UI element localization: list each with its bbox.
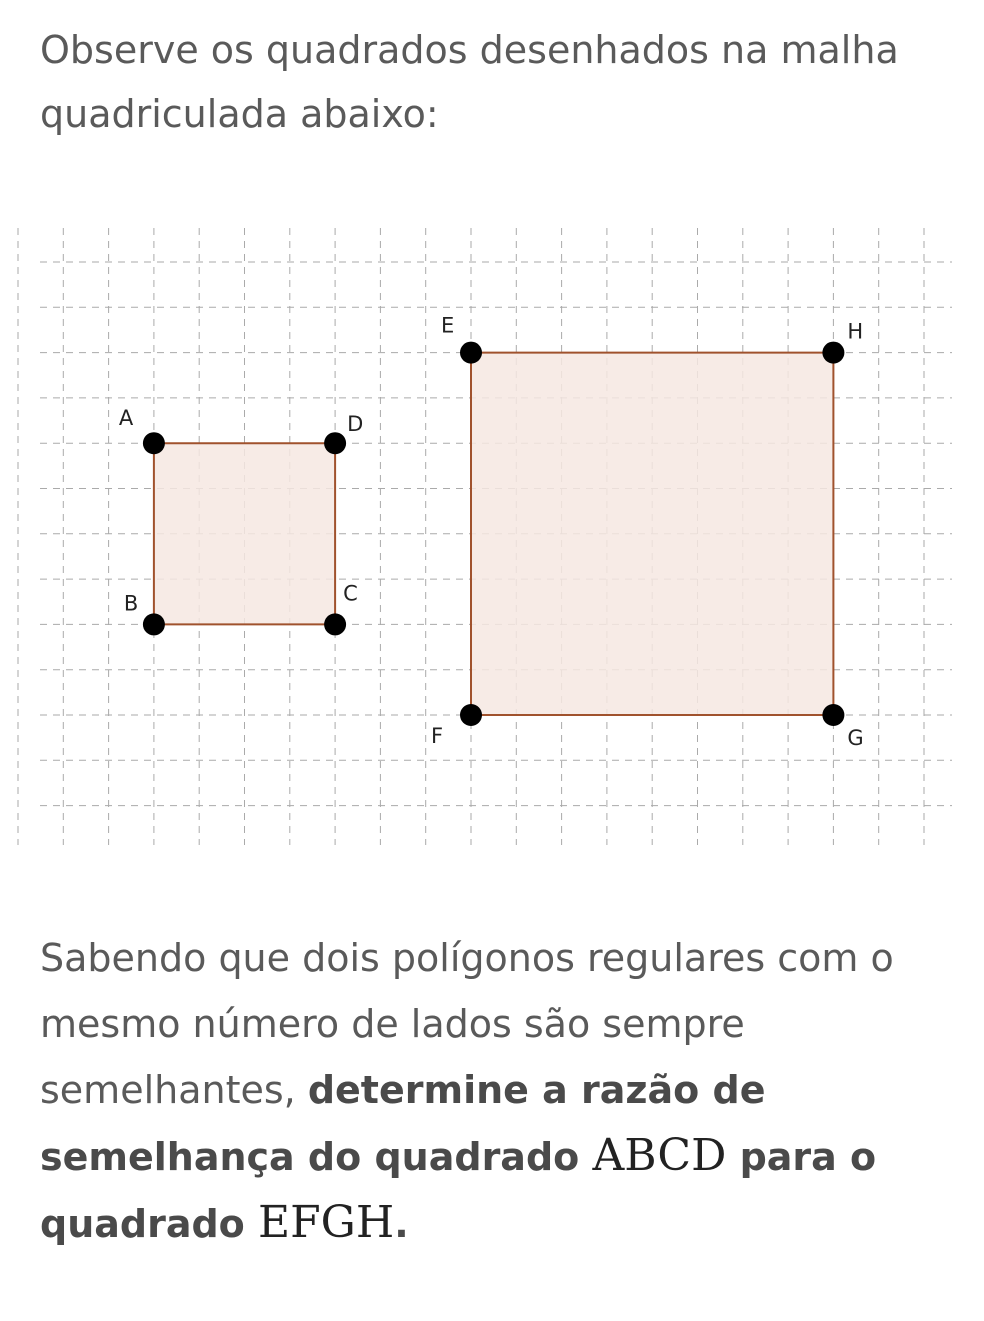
- square-abcd-name: ABCD: [592, 1130, 727, 1181]
- point-label-e: E: [441, 313, 455, 338]
- intro-text: Observe os quadrados desenhados na malha quadriculada abaixo:: [40, 28, 899, 136]
- question-part2: determine a razão de semelhança do quadrado: [40, 1068, 766, 1179]
- point-label-b: B: [123, 591, 139, 616]
- point-label-c: C: [343, 581, 358, 606]
- point-g: [822, 704, 844, 726]
- point-label-g: G: [847, 726, 864, 750]
- point-c: [324, 613, 346, 635]
- point-label-d: D: [347, 412, 364, 437]
- point-label-f: F: [431, 724, 444, 748]
- question-part4: .: [394, 1202, 409, 1246]
- question-part3: para o quadrado: [40, 1135, 877, 1246]
- point-e: [460, 342, 482, 364]
- point-h: [822, 342, 844, 364]
- square-efgh-shape: [471, 353, 833, 715]
- squares-layer: [119, 314, 864, 750]
- grid-diagram: [0, 220, 984, 860]
- point-f: [460, 704, 482, 726]
- square-efgh-name: EFGH: [258, 1197, 395, 1248]
- square-efgh: [431, 314, 864, 750]
- point-label-h: H: [847, 319, 864, 344]
- question-part1: Sabendo que dois polígonos regulares com o mesmo número de lados são sempre semelhantes,: [40, 936, 894, 1112]
- point-b: [143, 613, 165, 635]
- grid-figure: [0, 220, 984, 860]
- square-abcd-shape: [154, 443, 335, 624]
- point-d: [324, 432, 346, 454]
- point-label-a: A: [118, 406, 134, 431]
- question-text: [40, 925, 950, 1257]
- square-abcd: [119, 406, 363, 635]
- point-a: [143, 432, 165, 454]
